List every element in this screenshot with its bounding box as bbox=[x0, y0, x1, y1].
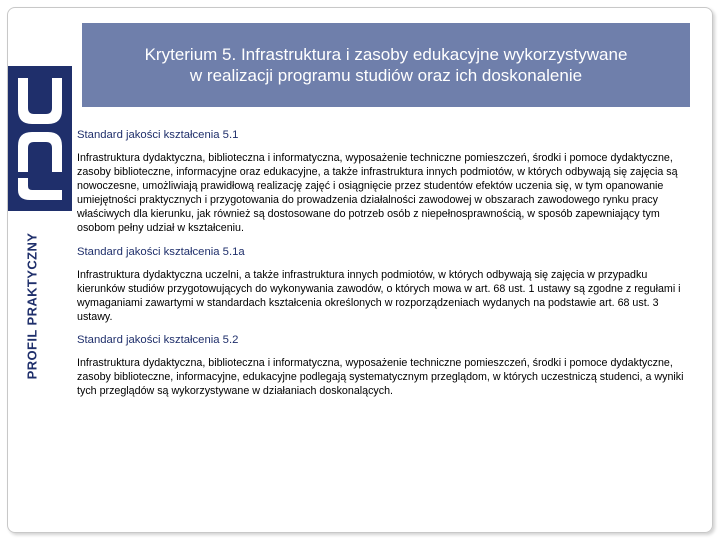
standard-body: Infrastruktura dydaktyczna uczelni, a także infrastruktura innych podmiotów, w których odbywają się zajęcia w przypadku kierunków studiów przygotowujących do wykonywania zawodów, o których mowa w art. 68 ust. 1 ustawy są zgodne z regułami i wymaganiami zawartymi w standardach kształcenia określonych w rozporządzeniach wydanych na podstawie art. 68 ust. 3 ustawy. bbox=[77, 268, 681, 323]
slide-title bbox=[145, 44, 628, 86]
standard-heading: Standard jakości kształcenia 5.2 bbox=[77, 333, 239, 346]
slide-title-box bbox=[82, 23, 690, 107]
slide-title-line1: Kryterium 5. Infrastruktura i zasoby edukacyjne wykorzystywane bbox=[144, 45, 628, 64]
pka-logo-icon bbox=[8, 66, 72, 211]
standard-body: Infrastruktura dydaktyczna, biblioteczna i informatyczna, wyposażenie techniczne pomieszczeń, środki i pomoce dydaktyczne, zasoby biblioteczne, informacyjne oraz edukacyjne, a także infrastruktura innych podmiotów, w których odbywają się zajęcia są nowoczesne, umożliwiają prawidłową realizację zajęć i osiągnięcie przez studentów efektów uczenia się, w tym opanowanie umiejętności praktycznych i przygotowania do prowadzenia działalności zawodowej w obszarach zawodowego rynku pracy właściwych dla kierunku, jak również są dostosowane do potrzeb osób z niepełnosprawnością, w sposób zapewniający tym osobom pełny udział w kształceniu. bbox=[77, 152, 678, 235]
standard-heading: Standard jakości kształcenia 5.1a bbox=[77, 245, 245, 258]
profile-label-text: PROFIL PRAKTYCZNY bbox=[24, 232, 40, 380]
slide-title-line2: w realizacji programu studiów oraz ich doskonalenie bbox=[189, 66, 583, 85]
standard-heading: Standard jakości kształcenia 5.1 bbox=[77, 129, 239, 141]
profile-label bbox=[18, 220, 46, 392]
standards-content bbox=[77, 128, 693, 407]
standard-body: Infrastruktura dydaktyczna, biblioteczna i informatyczna, wyposażenie techniczne pomieszczeń, środki i pomoce dydaktyczne, zasoby biblioteczne, informacyjne, edukacyjne podlegają systematycznym przeglądom, w których uczestniczą studenci, a wyniki tych przeglądów są wykorzystywane w działaniach doskonalących. bbox=[77, 356, 684, 398]
